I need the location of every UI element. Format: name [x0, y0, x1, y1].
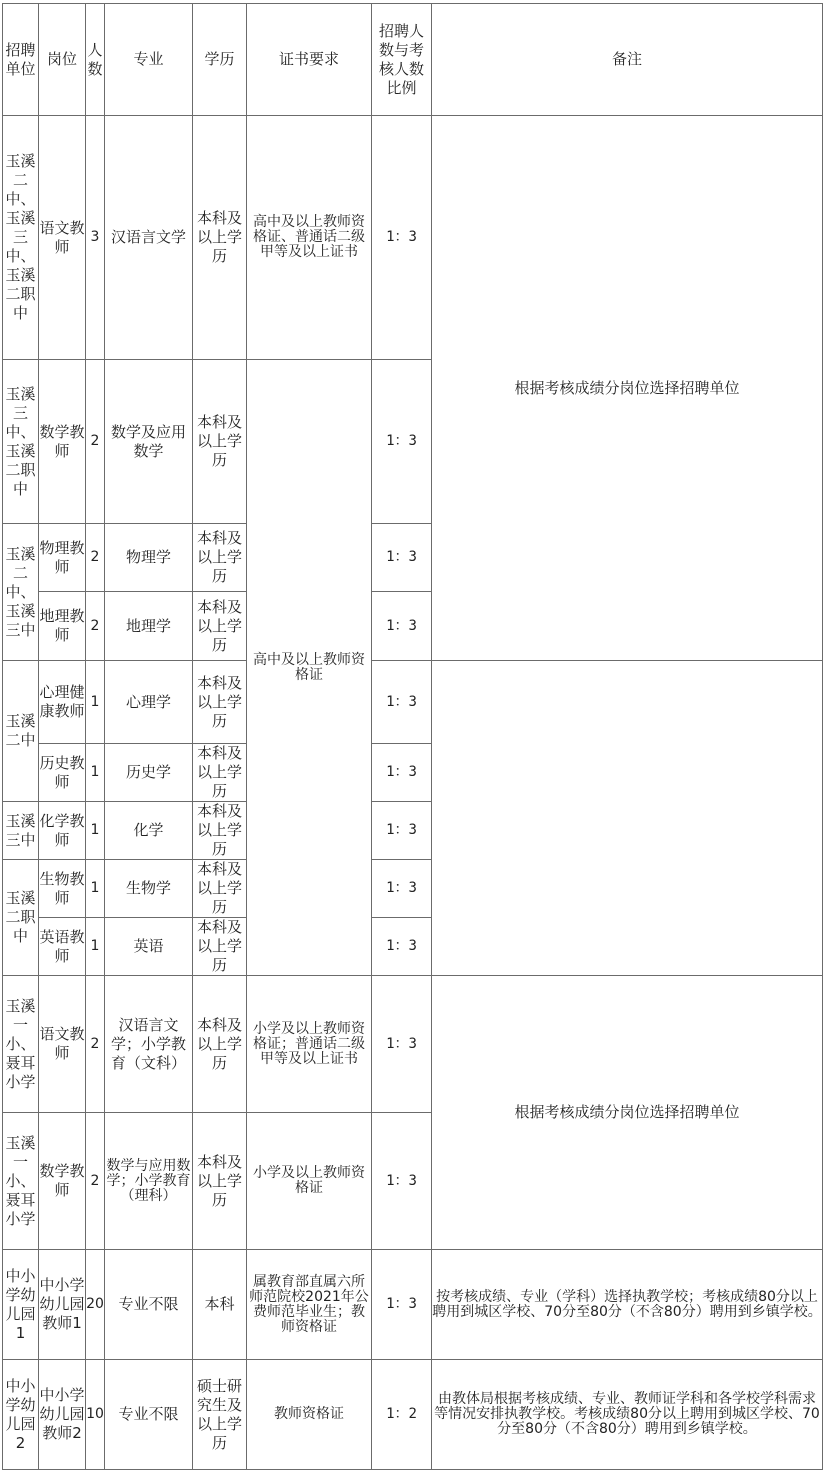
cell-note: 根据考核成绩分岗位选择招聘单位 [432, 976, 823, 1250]
cell-major: 生物学 [105, 860, 193, 918]
cell-post: 语文教师 [39, 116, 86, 360]
cell-major: 英语 [105, 918, 193, 976]
cell-note: 按考核成绩、专业（学科）选择执教学校；考核成绩80分以上聘用到城区学校、70分至80分（不含80分）聘用到乡镇学校。 [432, 1250, 823, 1360]
cell-major: 化学 [105, 802, 193, 860]
cell-unit: 玉溪三中 [3, 802, 39, 860]
cell-certificate: 高中及以上教师资格证 [247, 360, 372, 976]
cell-post: 数学教师 [39, 360, 86, 524]
cell-post: 英语教师 [39, 918, 86, 976]
cell-education: 本科及以上学历 [193, 661, 247, 744]
cell-major: 历史学 [105, 744, 193, 802]
header-ratio: 招聘人数与考核人数比例 [372, 4, 432, 116]
cell-ratio: 1：3 [372, 1250, 432, 1360]
cell-ratio: 1：2 [372, 1360, 432, 1470]
cell-ratio: 1：3 [372, 802, 432, 860]
cell-count: 1 [86, 802, 105, 860]
cell-post: 中小学幼儿园教师2 [39, 1360, 86, 1470]
cell-count: 10 [86, 1360, 105, 1470]
cell-post: 心理健康教师 [39, 661, 86, 744]
cell-count: 1 [86, 918, 105, 976]
cell-certificate: 教师资格证 [247, 1360, 372, 1470]
cell-major: 汉语言文学 [105, 116, 193, 360]
cell-count: 2 [86, 976, 105, 1113]
cell-education: 本科及以上学历 [193, 1113, 247, 1250]
cell-major: 专业不限 [105, 1360, 193, 1470]
cell-note-empty [432, 661, 823, 976]
table-row [3, 1250, 823, 1360]
cell-note: 根据考核成绩分岗位选择招聘单位 [432, 116, 823, 661]
cell-unit: 玉溪二职中 [3, 860, 39, 976]
cell-count: 3 [86, 116, 105, 360]
cell-ratio: 1：3 [372, 860, 432, 918]
cell-education: 硕士研究生及以上学历 [193, 1360, 247, 1470]
table-row [3, 661, 823, 744]
cell-education: 本科及以上学历 [193, 860, 247, 918]
cell-count: 20 [86, 1250, 105, 1360]
cell-major: 心理学 [105, 661, 193, 744]
cell-ratio: 1：3 [372, 116, 432, 360]
cell-unit: 玉溪一小、聂耳小学 [3, 1113, 39, 1250]
cell-education: 本科及以上学历 [193, 976, 247, 1113]
cell-ratio: 1：3 [372, 524, 432, 592]
cell-post: 地理教师 [39, 592, 86, 661]
cell-certificate: 小学及以上教师资格证；普通话二级甲等及以上证书 [247, 976, 372, 1113]
cell-major: 专业不限 [105, 1250, 193, 1360]
header-row [3, 4, 823, 116]
cell-education: 本科及以上学历 [193, 524, 247, 592]
cell-count: 1 [86, 860, 105, 918]
cell-post: 中小学幼儿园教师1 [39, 1250, 86, 1360]
cell-post: 数学教师 [39, 1113, 86, 1250]
header-education: 学历 [193, 4, 247, 116]
cell-unit: 玉溪二中、玉溪三中、玉溪二职中 [3, 116, 39, 360]
table-row [3, 1360, 823, 1470]
table-row [3, 116, 823, 360]
cell-note: 由教体局根据考核成绩、专业、教师证学科和各学校学科需求等情况安排执教学校。考核成绩80分以上聘用到城区学校、70分至80分（不含80分）聘用到乡镇学校。 [432, 1360, 823, 1470]
cell-ratio: 1：3 [372, 661, 432, 744]
header-unit: 招聘单位 [3, 4, 39, 116]
cell-major: 数学与应用数学；小学教育（理科） [105, 1113, 193, 1250]
cell-ratio: 1：3 [372, 592, 432, 661]
cell-certificate: 小学及以上教师资格证 [247, 1113, 372, 1250]
cell-unit: 玉溪一小、聂耳小学 [3, 976, 39, 1113]
cell-unit: 中小学幼儿园2 [3, 1360, 39, 1470]
cell-ratio: 1：3 [372, 918, 432, 976]
cell-post: 历史教师 [39, 744, 86, 802]
cell-post: 生物教师 [39, 860, 86, 918]
table-row [3, 976, 823, 1113]
header-count: 人数 [86, 4, 105, 116]
cell-count: 2 [86, 524, 105, 592]
cell-count: 2 [86, 592, 105, 661]
cell-post: 化学教师 [39, 802, 86, 860]
cell-certificate: 属教育部直属六所师范院校2021年公费师范毕业生；教师资格证 [247, 1250, 372, 1360]
header-certificate: 证书要求 [247, 4, 372, 116]
recruitment-table [2, 3, 823, 1470]
cell-unit: 中小学幼儿园1 [3, 1250, 39, 1360]
cell-major: 物理学 [105, 524, 193, 592]
cell-education: 本科及以上学历 [193, 802, 247, 860]
cell-education: 本科及以上学历 [193, 360, 247, 524]
cell-post: 语文教师 [39, 976, 86, 1113]
cell-ratio: 1：3 [372, 360, 432, 524]
cell-major: 地理学 [105, 592, 193, 661]
header-major: 专业 [105, 4, 193, 116]
cell-ratio: 1：3 [372, 744, 432, 802]
cell-education: 本科及以上学历 [193, 116, 247, 360]
cell-unit: 玉溪二中 [3, 661, 39, 802]
cell-ratio: 1：3 [372, 976, 432, 1113]
cell-education: 本科及以上学历 [193, 744, 247, 802]
cell-count: 1 [86, 744, 105, 802]
cell-major: 汉语言文学；小学教育（文科） [105, 976, 193, 1113]
cell-count: 1 [86, 661, 105, 744]
cell-education: 本科及以上学历 [193, 918, 247, 976]
cell-certificate: 高中及以上教师资格证、普通话二级甲等及以上证书 [247, 116, 372, 360]
cell-unit: 玉溪二中、玉溪三中 [3, 524, 39, 661]
cell-count: 2 [86, 360, 105, 524]
cell-major: 数学及应用数学 [105, 360, 193, 524]
cell-count: 2 [86, 1113, 105, 1250]
cell-education: 本科及以上学历 [193, 592, 247, 661]
header-post: 岗位 [39, 4, 86, 116]
cell-post: 物理教师 [39, 524, 86, 592]
cell-unit: 玉溪三中、玉溪二职中 [3, 360, 39, 524]
header-note: 备注 [432, 4, 823, 116]
cell-ratio: 1：3 [372, 1113, 432, 1250]
cell-education: 本科 [193, 1250, 247, 1360]
